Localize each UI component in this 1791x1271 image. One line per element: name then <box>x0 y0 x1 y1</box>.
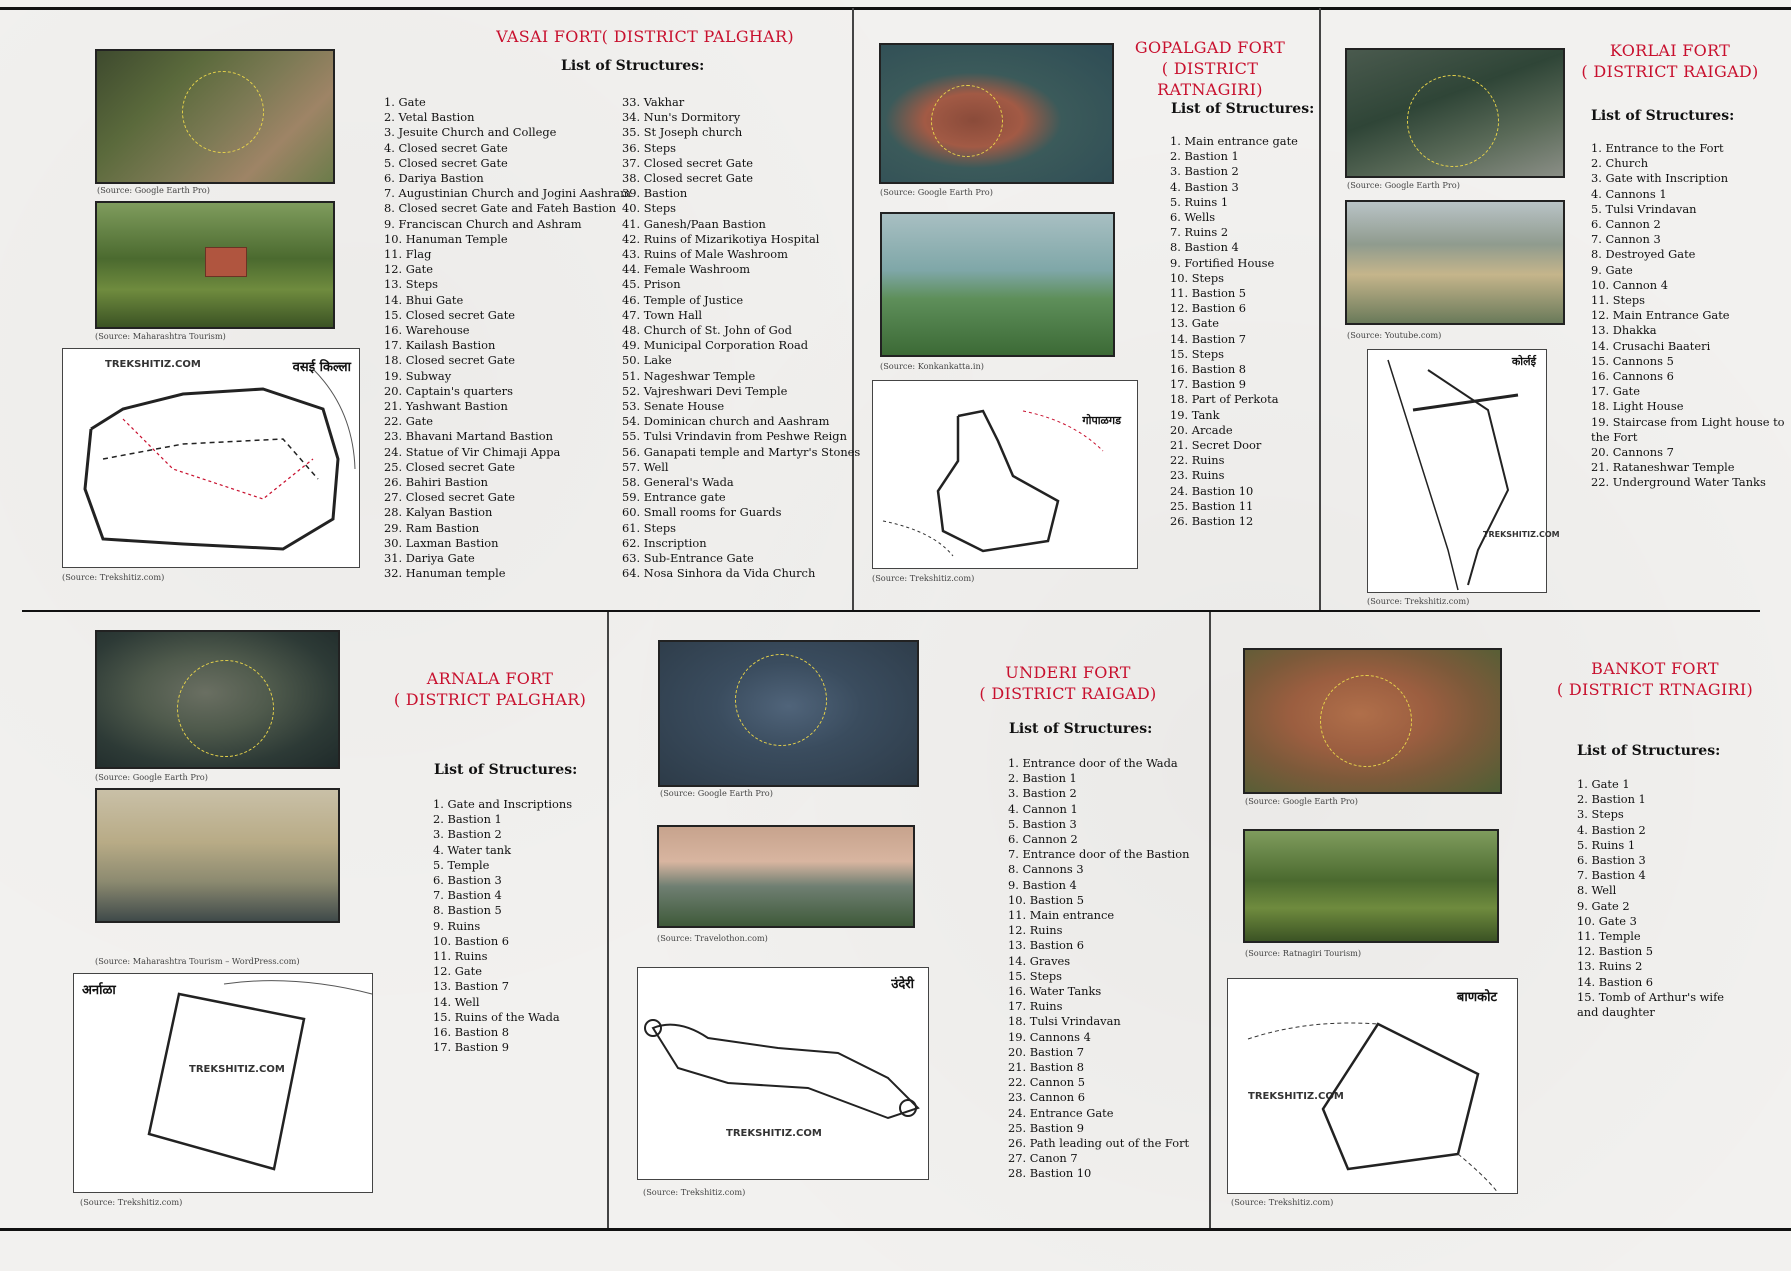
structure-item: 23. Ruins <box>1170 468 1225 483</box>
underi-map-name: उंदेरी <box>891 977 914 992</box>
structure-item: 25. Bastion 9 <box>1008 1120 1085 1135</box>
gopalgad-title <box>1110 37 1310 100</box>
structure-item: 21. Rataneshwar Temple <box>1591 460 1735 475</box>
underi-aerial-photo <box>657 825 915 928</box>
structure-item: 6. Wells <box>1170 210 1216 225</box>
structure-item: 43. Ruins of Male Washroom <box>622 247 788 262</box>
structure-item: 22. Gate <box>384 414 433 429</box>
structure-item: 9. Fortified House <box>1170 255 1275 270</box>
bankot-map <box>1227 978 1518 1194</box>
gopalgad-title-line1: GOPALGAD FORT <box>1134 38 1286 57</box>
highlight-circle <box>1320 675 1412 767</box>
vasai-aerial-photo <box>95 201 335 329</box>
arnala-map-drawing <box>74 974 374 1194</box>
structure-item: 31. Dariya Gate <box>384 551 475 566</box>
arnala-list-title: List of Structures: <box>434 762 578 778</box>
bankot-list-title: List of Structures: <box>1577 743 1721 759</box>
arnala-map <box>73 973 373 1193</box>
korlai-aerial-photo <box>1345 200 1565 325</box>
highlight-circle <box>177 660 274 757</box>
bankot-source-1: (Source: Google Earth Pro) <box>1245 796 1358 806</box>
structure-item: 22. Ruins <box>1170 453 1225 468</box>
structure-item: 16. Water Tanks <box>1008 984 1102 999</box>
structure-item: 4. Closed secret Gate <box>384 140 508 155</box>
structure-item: 17. Bastion 9 <box>1170 377 1247 392</box>
structure-item: 63. Sub-Entrance Gate <box>622 551 754 566</box>
gopalgad-source-3: (Source: Trekshitiz.com) <box>872 573 975 583</box>
vasai-structures-col1 <box>384 95 631 582</box>
arnala-map-name: अर्नाळा <box>82 983 116 998</box>
structure-item: 11. Bastion 5 <box>1170 286 1247 301</box>
structure-item: 11. Flag <box>384 247 432 262</box>
highlight-circle <box>182 71 264 153</box>
structure-item: 18. Part of Perkota <box>1170 392 1279 407</box>
bottom-border <box>0 1228 1791 1231</box>
underi-satellite-image <box>658 640 919 787</box>
structure-item: 10. Gate 3 <box>1577 913 1637 928</box>
korlai-structures-list <box>1591 141 1785 491</box>
underi-title-line1: UNDERI FORT <box>1005 663 1131 682</box>
church-ruin-shape <box>205 247 247 277</box>
structure-item: 11. Steps <box>1591 293 1645 308</box>
structure-item: 1. Main entrance gate <box>1170 134 1298 148</box>
structure-item: 17. Kailash Bastion <box>384 338 496 353</box>
arnala-source-1: (Source: Google Earth Pro) <box>95 772 208 782</box>
structure-item: 9. Gate 2 <box>1577 898 1630 913</box>
structure-item: 17. Ruins <box>1008 999 1063 1014</box>
gopalgad-map <box>872 380 1138 569</box>
structure-item: 11. Ruins <box>433 949 488 964</box>
structure-item: 30. Laxman Bastion <box>384 535 499 550</box>
structure-item: 19. Cannons 4 <box>1008 1029 1091 1044</box>
structure-item: 2. Bastion 1 <box>433 812 502 827</box>
structure-item: 52. Vajreshwari Devi Temple <box>622 383 788 398</box>
structure-item: 12. Bastion 5 <box>1577 944 1654 959</box>
structure-item: 22. Underground Water Tanks <box>1591 475 1766 490</box>
structure-item: 3. Gate with Inscription <box>1591 171 1729 186</box>
highlight-circle <box>931 85 1003 157</box>
structure-item: 1. Entrance to the Fort <box>1591 141 1724 155</box>
structure-item: 8. Bastion 4 <box>1170 240 1239 255</box>
vasai-source-3: (Source: Trekshitiz.com) <box>62 572 165 582</box>
gopalgad-source-1: (Source: Google Earth Pro) <box>880 187 993 197</box>
structure-item: 12. Gate <box>433 964 482 979</box>
structure-item: 9. Franciscan Church and Ashram <box>384 216 582 231</box>
structure-item: 1. Gate <box>384 95 426 109</box>
structure-item: 12. Gate <box>384 262 433 277</box>
structure-item: 51. Nageshwar Temple <box>622 368 756 383</box>
arnala-title-line1: ARNALA FORT <box>426 669 554 688</box>
divider-2 <box>1319 8 1321 610</box>
arnala-satellite-image <box>95 630 340 769</box>
structure-item: 24. Bastion 10 <box>1170 483 1254 498</box>
korlai-satellite-image <box>1345 48 1565 178</box>
structure-item: 3. Bastion 2 <box>1170 164 1239 179</box>
structure-item: 47. Town Hall <box>622 307 703 322</box>
divider-4 <box>1209 612 1211 1228</box>
structure-item: 2. Church <box>1591 156 1649 171</box>
structure-item: 10. Hanuman Temple <box>384 231 508 246</box>
structure-item: 32. Hanuman temple <box>384 566 506 581</box>
structure-item: 42. Ruins of Mizarikotiya Hospital <box>622 231 820 246</box>
structure-item: 5. Closed secret Gate <box>384 155 508 170</box>
structure-item: 20. Captain's quarters <box>384 383 513 398</box>
structure-item: 3. Jesuite Church and College <box>384 125 557 140</box>
structure-item: 9. Ruins <box>433 918 481 933</box>
structure-item: 8. Closed secret Gate and Fateh Bastion <box>384 201 617 216</box>
structure-item: 26. Bahiri Bastion <box>384 475 489 490</box>
structure-item: 13. Ruins 2 <box>1577 959 1643 974</box>
structure-item: 1. Entrance door of the Wada <box>1008 756 1178 770</box>
structure-item: 3. Steps <box>1577 807 1624 822</box>
structure-item: 53. Senate House <box>622 399 725 414</box>
vasai-map-name: वसई किल्ला <box>292 360 351 375</box>
gopalgad-aerial-photo <box>880 212 1115 357</box>
structure-item: 55. Tulsi Vrindavin from Peshwe Reign <box>622 429 847 444</box>
underi-map-watermark: TREKSHITIZ.COM <box>726 1128 822 1139</box>
structure-item: 23. Bhavani Martand Bastion <box>384 429 553 444</box>
structure-item: 2. Vetal Bastion <box>384 110 475 125</box>
structure-item: 1. Gate 1 <box>1577 777 1630 791</box>
structure-item: 13. Bastion 6 <box>1008 938 1085 953</box>
structure-item: 41. Ganesh/Paan Bastion <box>622 216 766 231</box>
structure-item: 62. Inscription <box>622 535 707 550</box>
structure-item: 34. Nun's Dormitory <box>622 110 741 125</box>
structure-item: 20. Bastion 7 <box>1008 1044 1085 1059</box>
underi-title <box>968 662 1168 704</box>
structure-item: 4. Bastion 3 <box>1170 179 1239 194</box>
underi-source-2: (Source: Travelothon.com) <box>657 933 768 943</box>
structure-item: 45. Prison <box>622 277 681 292</box>
highlight-circle <box>1407 75 1499 167</box>
structure-item: 28. Kalyan Bastion <box>384 505 493 520</box>
structure-item: 24. Entrance Gate <box>1008 1105 1114 1120</box>
bankot-title <box>1555 658 1755 700</box>
structure-item: 13. Steps <box>384 277 438 292</box>
arnala-map-watermark: TREKSHITIZ.COM <box>189 1064 285 1075</box>
gopalgad-title-line2: ( DISTRICT RATNAGIRI) <box>1157 59 1263 99</box>
structure-item: 5. Ruins 1 <box>1577 837 1636 852</box>
structure-item: 16. Bastion 8 <box>433 1025 510 1040</box>
structure-item: 8. Cannons 3 <box>1008 862 1084 877</box>
korlai-map-drawing <box>1368 350 1548 594</box>
top-border <box>0 7 1791 10</box>
structure-item: 46. Temple of Justice <box>622 292 744 307</box>
structure-item: 14. Bhui Gate <box>384 292 464 307</box>
vasai-list-title: List of Structures: <box>561 58 705 74</box>
structure-item: 59. Entrance gate <box>622 490 726 505</box>
structure-item: 15. Steps <box>1170 346 1224 361</box>
structure-item: 6. Dariya Bastion <box>384 171 484 186</box>
structure-item: 12. Ruins <box>1008 923 1063 938</box>
structure-item: 15. Tomb of Arthur's wife <box>1577 989 1725 1004</box>
structure-item: 5. Ruins 1 <box>1170 194 1229 209</box>
structure-item: 40. Steps <box>622 201 676 216</box>
arnala-title <box>390 668 590 710</box>
structure-item: 15. Steps <box>1008 968 1062 983</box>
structure-item: 21. Secret Door <box>1170 438 1262 453</box>
structure-item: 5. Tulsi Vrindavan <box>1591 201 1697 216</box>
structure-item: 61. Steps <box>622 520 676 535</box>
structure-item: 4. Cannon 1 <box>1008 801 1078 816</box>
structure-item: 10. Bastion 6 <box>433 933 510 948</box>
structure-item: 17. Bastion 9 <box>433 1040 510 1055</box>
bankot-satellite-image <box>1243 648 1502 794</box>
structure-item: 60. Small rooms for Guards <box>622 505 782 520</box>
structure-item: 27. Canon 7 <box>1008 1151 1078 1166</box>
vasai-map-drawing <box>63 349 361 569</box>
arnala-source-3: (Source: Trekshitiz.com) <box>80 1197 183 1207</box>
structure-item: 4. Bastion 2 <box>1577 822 1646 837</box>
structure-item: 15. Cannons 5 <box>1591 353 1674 368</box>
highlight-circle <box>735 654 827 746</box>
bankot-structures-list <box>1577 777 1724 1020</box>
structure-item: 36. Steps <box>622 140 676 155</box>
vasai-title: VASAI FORT( DISTRICT PALGHAR) <box>496 27 794 46</box>
structure-item: 44. Female Washroom <box>622 262 751 277</box>
structure-item: 50. Lake <box>622 353 672 368</box>
gopalgad-map-drawing <box>873 381 1139 570</box>
structure-item: 20. Arcade <box>1170 422 1233 437</box>
vasai-structures-col2 <box>622 95 860 582</box>
structure-item: 19. Staircase from Light house to <box>1591 414 1785 429</box>
structure-item: 7. Bastion 4 <box>1577 868 1646 883</box>
structure-item: 2. Bastion 1 <box>1170 149 1239 164</box>
gopalgad-map-name: गोपाळगड <box>1082 414 1121 427</box>
arnala-title-line2: ( DISTRICT PALGHAR) <box>393 690 587 709</box>
bankot-title-line1: BANKOT FORT <box>1591 659 1719 678</box>
underi-map-drawing <box>638 968 930 1181</box>
structure-item: 24. Statue of Vir Chimaji Appa <box>384 444 561 459</box>
structure-item: 6. Bastion 3 <box>433 873 502 888</box>
structure-item: 8. Destroyed Gate <box>1591 247 1696 262</box>
arnala-source-2: (Source: Maharashtra Tourism – WordPress.com) <box>95 956 300 966</box>
structure-item: 13. Bastion 7 <box>433 979 510 994</box>
arnala-structures-list <box>433 797 572 1055</box>
structure-item: 4. Cannons 1 <box>1591 186 1667 201</box>
structure-item: 3. Bastion 2 <box>1008 786 1077 801</box>
structure-item: 13. Gate <box>1170 316 1219 331</box>
vasai-source-1: (Source: Google Earth Pro) <box>97 185 210 195</box>
structure-item: 9. Bastion 4 <box>1008 877 1077 892</box>
structure-item: 22. Cannon 5 <box>1008 1075 1085 1090</box>
structure-item: 10. Steps <box>1170 270 1224 285</box>
structure-item: 10. Bastion 5 <box>1008 892 1085 907</box>
arnala-aerial-photo <box>95 788 340 923</box>
structure-item: 18. Light House <box>1591 399 1684 414</box>
structure-item: 33. Vakhar <box>622 95 685 109</box>
structure-item: 29. Ram Bastion <box>384 520 480 535</box>
middle-border <box>22 610 1760 612</box>
structure-item: 14. Well <box>433 994 480 1009</box>
structure-item: 3. Bastion 2 <box>433 827 502 842</box>
structure-item: 13. Dhakka <box>1591 323 1657 338</box>
korlai-map-watermark: TREKSHITIZ.COM <box>1483 530 1560 539</box>
structure-item: 17. Gate <box>1591 384 1640 399</box>
structure-item: 16. Warehouse <box>384 323 470 338</box>
bankot-title-line2: ( DISTRICT RTNAGIRI) <box>1556 680 1754 699</box>
korlai-title-line1: KORLAI FORT <box>1609 41 1731 60</box>
structure-item: 8. Well <box>1577 883 1617 898</box>
structure-item: 7. Augustinian Church and Jogini Aashram <box>384 186 631 201</box>
structure-item: 7. Cannon 3 <box>1591 232 1661 247</box>
structure-item: 9. Gate <box>1591 262 1633 277</box>
vasai-source-2: (Source: Maharashtra Tourism) <box>95 331 226 341</box>
structure-item: 12. Bastion 6 <box>1170 301 1247 316</box>
structure-item: 6. Cannon 2 <box>1008 832 1078 847</box>
structure-item: 64. Nosa Sinhora da Vida Church <box>622 566 816 581</box>
korlai-list-title: List of Structures: <box>1591 108 1735 124</box>
structure-item: 39. Bastion <box>622 186 688 201</box>
structure-item: 15. Closed secret Gate <box>384 307 516 322</box>
structure-item: the Fort <box>1591 429 1638 444</box>
structure-item: 14. Bastion 6 <box>1577 974 1654 989</box>
korlai-title <box>1570 40 1770 82</box>
structure-item: 48. Church of St. John of God <box>622 323 792 338</box>
structure-item: 37. Closed secret Gate <box>622 155 754 170</box>
structure-item: 19. Subway <box>384 368 452 383</box>
structure-item: 26. Bastion 12 <box>1170 514 1254 529</box>
bankot-source-3: (Source: Trekshitiz.com) <box>1231 1197 1334 1207</box>
structure-item: 54. Dominican church and Aashram <box>622 414 830 429</box>
underi-source-3: (Source: Trekshitiz.com) <box>643 1187 746 1197</box>
structure-item: 58. General's Wada <box>622 475 734 490</box>
korlai-title-line2: ( DISTRICT RAIGAD) <box>1581 62 1759 81</box>
structure-item: 7. Entrance door of the Bastion <box>1008 847 1190 862</box>
structure-item: 11. Temple <box>1577 929 1641 944</box>
structure-item: 16. Bastion 8 <box>1170 362 1247 377</box>
structure-item: 7. Bastion 4 <box>433 888 502 903</box>
structure-item: 14. Bastion 7 <box>1170 331 1247 346</box>
structure-item: 23. Cannon 6 <box>1008 1090 1085 1105</box>
korlai-map <box>1367 349 1560 593</box>
divider-3 <box>607 612 609 1228</box>
korlai-source-2: (Source: Youtube.com) <box>1347 330 1442 340</box>
gopalgad-satellite-image <box>879 43 1114 184</box>
vasai-map <box>62 348 360 568</box>
underi-map <box>637 967 929 1180</box>
bankot-aerial-photo <box>1243 829 1499 943</box>
structure-item: 16. Cannons 6 <box>1591 369 1674 384</box>
structure-item: 35. St Joseph church <box>622 125 743 140</box>
structure-item: 19. Tank <box>1170 407 1220 422</box>
structure-item: 15. Ruins of the Wada <box>433 1009 560 1024</box>
bankot-map-watermark: TREKSHITIZ.COM <box>1248 1091 1344 1102</box>
underi-structures-list <box>1008 756 1190 1182</box>
structure-item: 12. Main Entrance Gate <box>1591 308 1730 323</box>
structure-item: 5. Bastion 3 <box>1008 816 1077 831</box>
structure-item: 38. Closed secret Gate <box>622 171 754 186</box>
structure-item: 25. Bastion 11 <box>1170 498 1254 513</box>
korlai-source-1: (Source: Google Earth Pro) <box>1347 180 1460 190</box>
gopalgad-structures-list <box>1170 134 1298 529</box>
structure-item: 2. Bastion 1 <box>1577 792 1646 807</box>
structure-item: 8. Bastion 5 <box>433 903 502 918</box>
structure-item: 6. Cannon 2 <box>1591 217 1661 232</box>
structure-item: 56. Ganapati temple and Martyr's Stones <box>622 444 861 459</box>
structure-item: 2. Bastion 1 <box>1008 771 1077 786</box>
structure-item: 7. Ruins 2 <box>1170 225 1229 240</box>
structure-item: 4. Water tank <box>433 842 511 857</box>
vasai-map-watermark: TREKSHITIZ.COM <box>105 359 201 370</box>
structure-item: 27. Closed secret Gate <box>384 490 516 505</box>
structure-item: 57. Well <box>622 459 669 474</box>
structure-item: 14. Graves <box>1008 953 1071 968</box>
gopalgad-list-title: List of Structures: <box>1171 101 1315 117</box>
structure-item: 25. Closed secret Gate <box>384 459 516 474</box>
vasai-satellite-image <box>95 49 335 184</box>
underi-title-line2: ( DISTRICT RAIGAD) <box>979 684 1157 703</box>
korlai-source-3: (Source: Trekshitiz.com) <box>1367 596 1470 606</box>
structure-item: 28. Bastion 10 <box>1008 1166 1092 1181</box>
structure-item: 26. Path leading out of the Fort <box>1008 1136 1190 1151</box>
korlai-map-name: कोर्लई <box>1511 355 1536 368</box>
structure-item: 21. Yashwant Bastion <box>384 399 508 414</box>
structure-item: 18. Closed secret Gate <box>384 353 516 368</box>
underi-source-1: (Source: Google Earth Pro) <box>660 788 773 798</box>
structure-item: 5. Temple <box>433 857 490 872</box>
bankot-map-name: बाणकोट <box>1456 990 1497 1005</box>
structure-item: 10. Cannon 4 <box>1591 277 1668 292</box>
gopalgad-source-2: (Source: Konkankatta.in) <box>880 361 984 371</box>
structure-item: 11. Main entrance <box>1008 908 1115 923</box>
bankot-source-2: (Source: Ratnagiri Tourism) <box>1245 948 1362 958</box>
structure-item: 18. Tulsi Vrindavan <box>1008 1014 1121 1029</box>
structure-item: 49. Municipal Corporation Road <box>622 338 809 353</box>
structure-item: 14. Crusachi Baateri <box>1591 338 1711 353</box>
structure-item: 6. Bastion 3 <box>1577 853 1646 868</box>
underi-list-title: List of Structures: <box>1009 721 1153 737</box>
structure-item: 1. Gate and Inscriptions <box>433 797 573 811</box>
bankot-map-drawing <box>1228 979 1519 1195</box>
structure-item: and daughter <box>1577 1005 1655 1020</box>
structure-item: 20. Cannons 7 <box>1591 445 1674 460</box>
structure-item: 21. Bastion 8 <box>1008 1060 1085 1075</box>
